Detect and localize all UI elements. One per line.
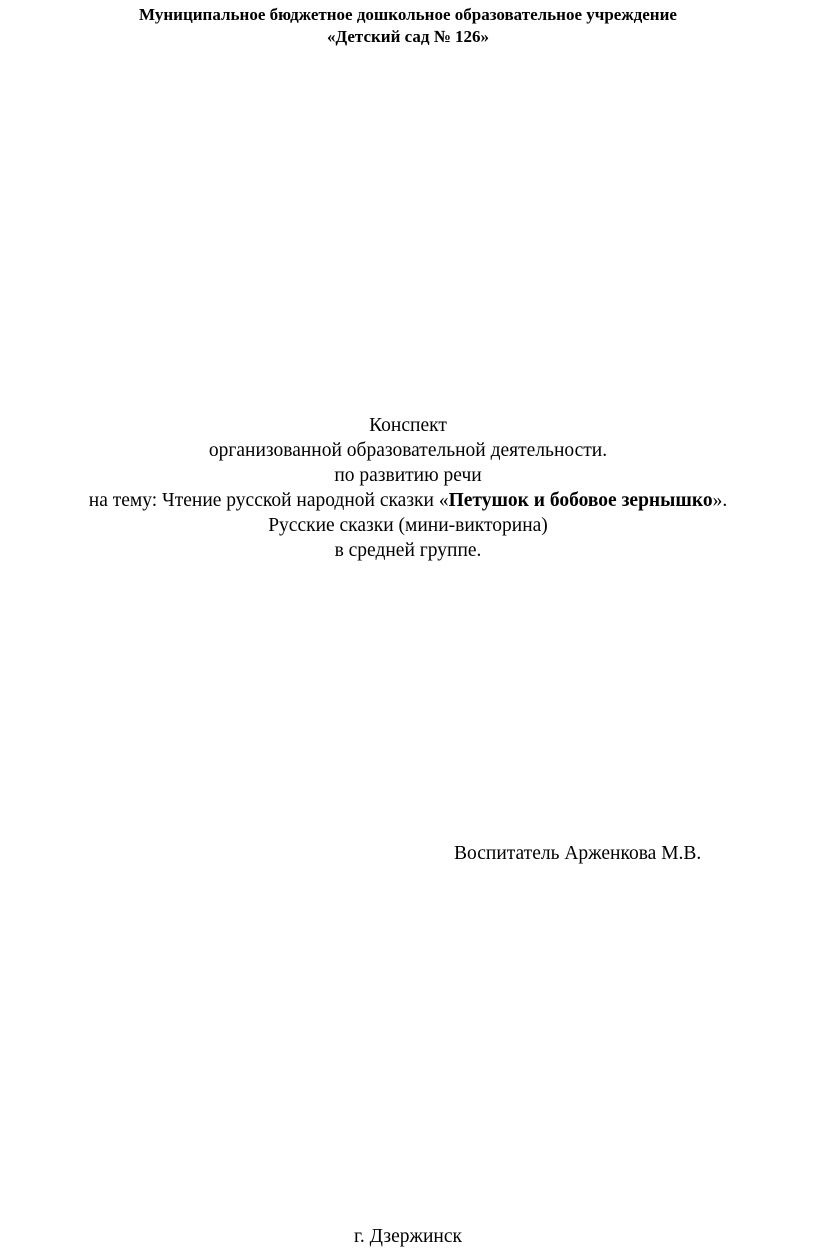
institution-header bbox=[0, 4, 816, 48]
activity-type: организованной образовательной деятельности. bbox=[208, 440, 608, 461]
topic-prefix: на тему: Чтение русской народной сказки « bbox=[88, 490, 449, 511]
fairy-tale-title: Петушок и бобовое зернышко bbox=[448, 490, 713, 511]
kindergarten-name: «Детский сад № 126» bbox=[326, 27, 490, 46]
document-title-block bbox=[0, 413, 816, 563]
city-footer bbox=[0, 1224, 816, 1249]
topic-line bbox=[0, 488, 816, 513]
document-type: Конспект bbox=[369, 415, 447, 436]
subject-area: по развитию речи bbox=[334, 465, 482, 486]
teacher-name: Воспитатель Арженкова М.В. bbox=[454, 843, 702, 864]
topic-suffix: ». bbox=[712, 490, 728, 511]
subtopic: Русские сказки (мини-викторина) bbox=[268, 515, 548, 536]
group-name: в средней группе. bbox=[334, 540, 482, 561]
institution-name: Муниципальное бюджетное дошкольное образовательное учреждение bbox=[139, 5, 677, 24]
city-name: г. Дзержинск bbox=[354, 1226, 462, 1247]
